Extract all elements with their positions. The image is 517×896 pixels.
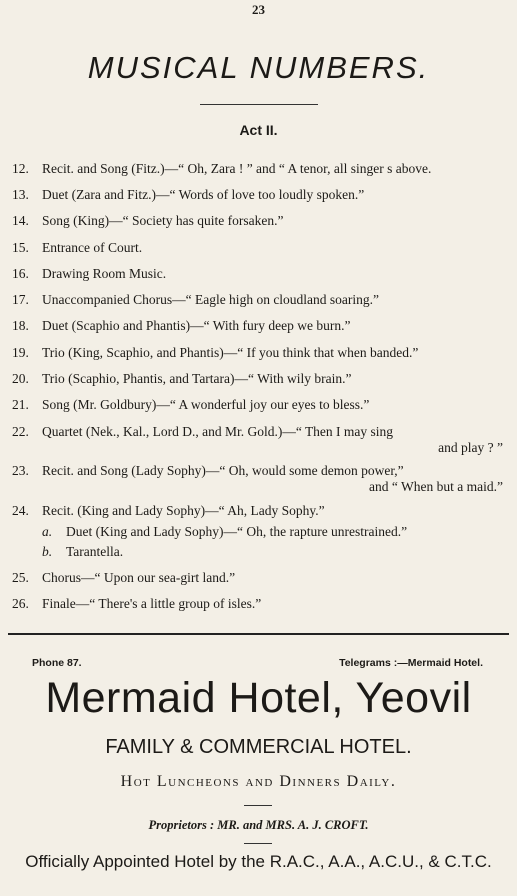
telegrams-address: Telegrams :—Mermaid Hotel. — [339, 657, 483, 669]
item-text: Recit. (King and Lady Sophy)—“ Ah, Lady Sophy.” — [42, 503, 325, 518]
item-text: Quartet (Nek., Kal., Lord D., and Mr. Gold.)—“ Then I may sing — [42, 424, 394, 439]
hotel-name: Mermaid Hotel, Yeovil — [45, 674, 472, 722]
item-number: 24. — [12, 503, 29, 518]
proprietors-line: Proprietors : MR. and MRS. A. J. CROFT. — [148, 818, 369, 832]
item-number: 19. — [12, 345, 29, 360]
item-text: Drawing Room Music. — [42, 266, 167, 281]
item-number: 21. — [12, 397, 29, 412]
item-text: Recit. and Song (Lady Sophy)—“ Oh, would some demon power,” — [42, 463, 404, 478]
phone-number: Phone 87. — [32, 657, 82, 669]
item-number: 22. — [12, 424, 29, 439]
item-text: Song (King)—“ Society has quite forsaken.” — [42, 213, 284, 228]
item-text: Finale—“ There's a little group of isles.” — [42, 596, 262, 611]
item-number: 20. — [12, 371, 29, 386]
item-continuation: and play ? ” — [438, 440, 503, 455]
item-text: Chorus—“ Upon our sea-girt land.” — [42, 570, 236, 585]
subitem-letter: a. — [42, 524, 53, 539]
subitem-text: Tarantella. — [66, 544, 124, 559]
act-heading: Act II. — [239, 122, 278, 138]
item-number: 18. — [12, 318, 29, 333]
item-number: 17. — [12, 292, 29, 307]
hotel-type: FAMILY & COMMERCIAL HOTEL. — [105, 736, 412, 758]
item-text: Unaccompanied Chorus—“ Eagle high on cloudland soaring.” — [42, 292, 380, 307]
item-text: Duet (Scaphio and Phantis)—“ With fury deep we burn.” — [42, 318, 351, 333]
ad-divider — [244, 843, 272, 844]
item-text: Trio (Scaphio, Phantis, and Tartara)—“ With wily brain.” — [42, 371, 352, 386]
item-number: 16. — [12, 266, 29, 281]
item-number: 26. — [12, 596, 29, 611]
title-divider — [200, 104, 318, 105]
page-number: 23 — [252, 2, 265, 17]
item-text: Recit. and Song (Fitz.)—“ Oh, Zara ! ” and “ A tenor, all singer s above. — [42, 161, 432, 176]
item-number: 12. — [12, 161, 29, 176]
section-divider — [8, 633, 509, 635]
item-text: Duet (Zara and Fitz.)—“ Words of love too loudly spoken.” — [42, 187, 365, 202]
subitem-text: Duet (King and Lady Sophy)—“ Oh, the rapture unrestrained.” — [66, 524, 408, 539]
page-title: MUSICAL NUMBERS. — [87, 50, 430, 85]
luncheons-line: Hot Luncheons and Dinners Daily. — [120, 773, 397, 790]
item-number: 23. — [12, 463, 29, 478]
item-number: 15. — [12, 240, 29, 255]
item-text: Trio (King, Scaphio, and Phantis)—“ If you think that when banded.” — [42, 345, 419, 360]
official-appointment: Officially Appointed Hotel by the R.A.C., A.A., A.C.U., & C.T.C. — [25, 852, 492, 871]
subitem-letter: b. — [42, 544, 53, 559]
item-number: 13. — [12, 187, 29, 202]
item-text: Song (Mr. Goldbury)—“ A wonderful joy our eyes to bless.” — [42, 397, 370, 412]
item-number: 14. — [12, 213, 29, 228]
item-text: Entrance of Court. — [42, 240, 143, 255]
item-continuation: and “ When but a maid.” — [369, 479, 503, 494]
ad-divider — [244, 805, 272, 806]
item-number: 25. — [12, 570, 29, 585]
